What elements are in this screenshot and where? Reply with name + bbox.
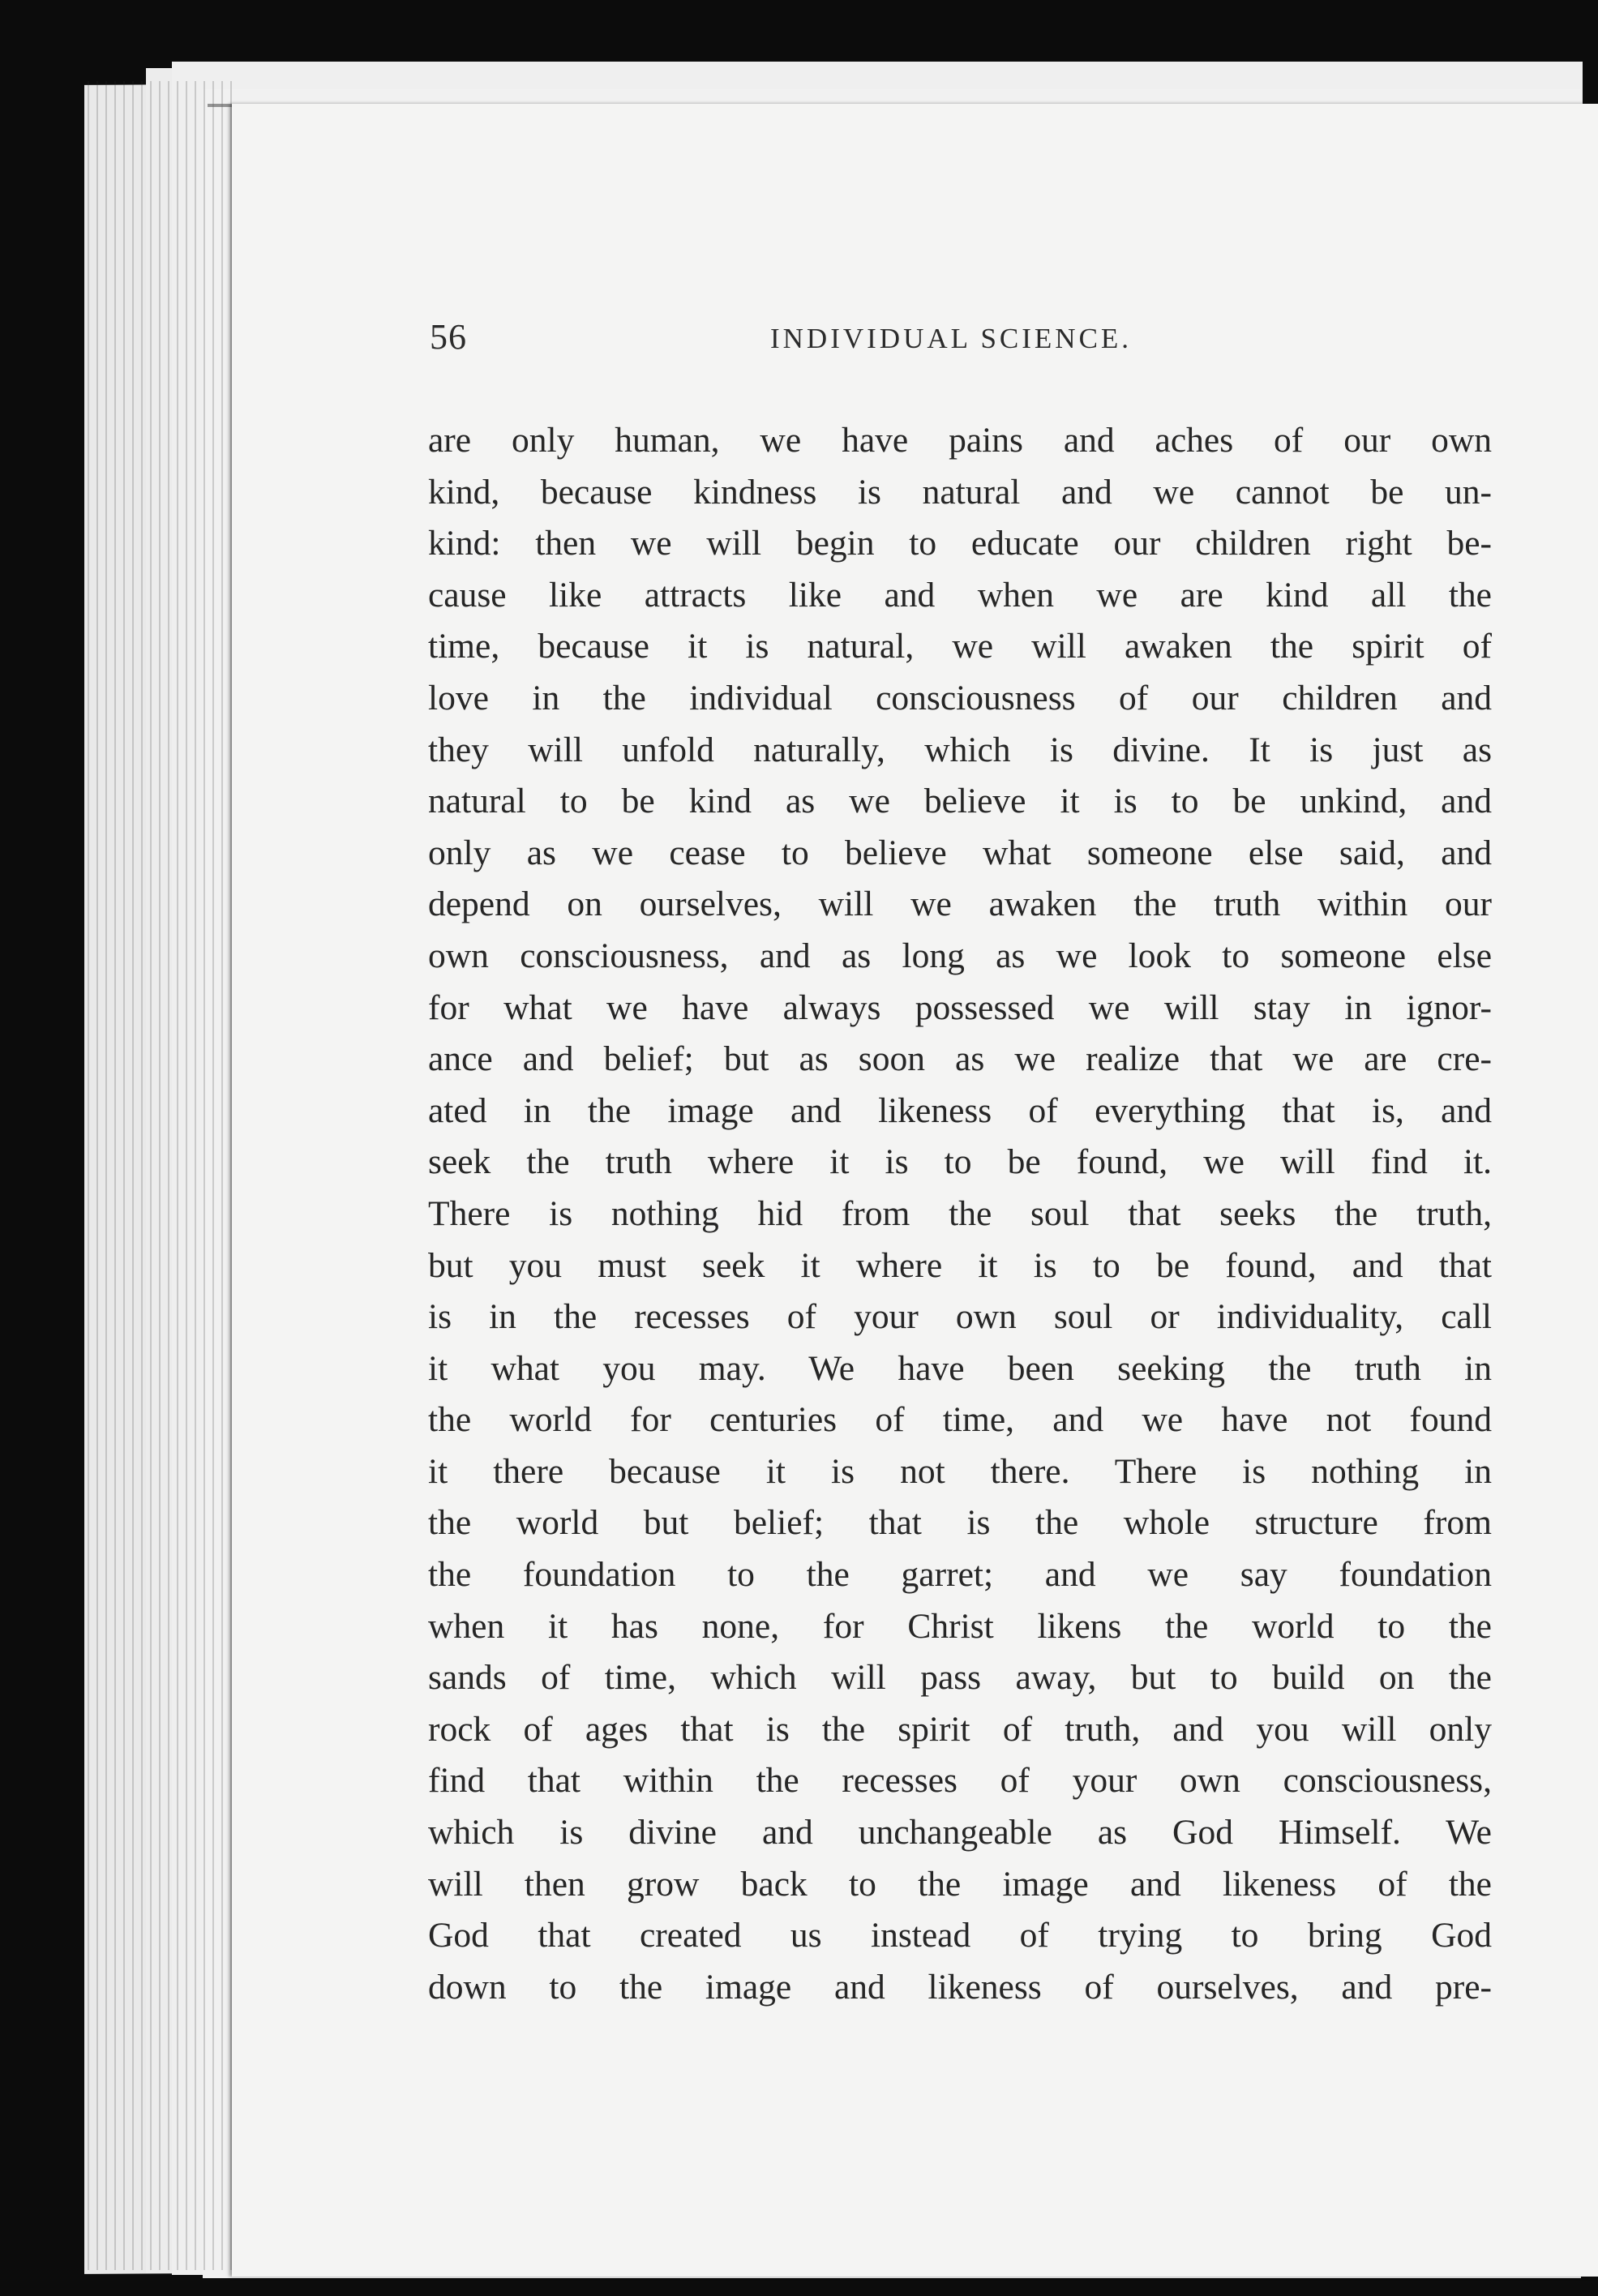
text-line: it there because it is not there. There is nothing in [428, 1451, 1492, 1491]
text-line: ated in the image and likeness of everything that is, and [428, 1090, 1492, 1130]
text-line: time, because it is natural, we will awaken the spirit of [428, 627, 1492, 666]
text-line: which is divine and unchangeable as God Himself. We [428, 1813, 1492, 1853]
text-line: it what you may. We have been seeking the truth in [428, 1348, 1492, 1388]
text-line: when it has none, for Christ likens the world to the [428, 1606, 1492, 1646]
text-line: sands of time, which will pass away, but to build on the [428, 1658, 1492, 1698]
text-line: are only human, we have pains and aches of our own [428, 421, 1492, 460]
running-head [430, 315, 1500, 363]
text-line: own consciousness, and as long as we look to someone else [428, 936, 1492, 975]
text-line: the world but belief; that is the whole structure from [428, 1503, 1492, 1543]
text-line: God that created us instead of trying to bring God [428, 1916, 1492, 1955]
text-line: down to the image and likeness of ourselves, and pre- [428, 1967, 1492, 2007]
text-line: love in the individual consciousness of our children and [428, 678, 1492, 718]
text-line: ance and belief; but as soon as we realize that we are cre- [428, 1039, 1492, 1079]
text-line: only as we cease to believe what someone else said, and [428, 833, 1492, 872]
text-line: kind: then we will begin to educate our children right be- [428, 524, 1492, 563]
text-line: but you must seek it where it is to be found, and that [428, 1245, 1492, 1285]
page-edge-stripes [88, 81, 233, 2270]
page-number: 56 [430, 317, 467, 357]
text-line: the foundation to the garret; and we say foundation [428, 1555, 1492, 1595]
text-line: kind, because kindness is natural and we cannot be un- [428, 472, 1492, 512]
text-line: cause like attracts like and when we are kind all the [428, 575, 1492, 615]
body-text [428, 415, 1492, 2013]
text-line: rock of ages that is the spirit of truth, and you will only [428, 1709, 1492, 1749]
text-line: for what we have always possessed we will stay in ignor- [428, 987, 1492, 1027]
running-title: INDIVIDUAL SCIENCE. [770, 323, 1133, 354]
text-line: depend on ourselves, will we awaken the truth within our [428, 885, 1492, 924]
text-line: find that within the recesses of your own consciousness, [428, 1761, 1492, 1801]
text-line: natural to be kind as we believe it is to be unkind, and [428, 782, 1492, 821]
text-line: is in the recesses of your own soul or individuality, call [428, 1297, 1492, 1337]
text-line: seek the truth where it is to be found, we will find it. [428, 1142, 1492, 1182]
text-line: will then grow back to the image and likeness of the [428, 1864, 1492, 1904]
text-line: they will unfold naturally, which is divine. It is just as [428, 730, 1492, 769]
text-line: There is nothing hid from the soul that seeks the truth, [428, 1193, 1492, 1233]
text-line: the world for centuries of time, and we have not found [428, 1400, 1492, 1440]
